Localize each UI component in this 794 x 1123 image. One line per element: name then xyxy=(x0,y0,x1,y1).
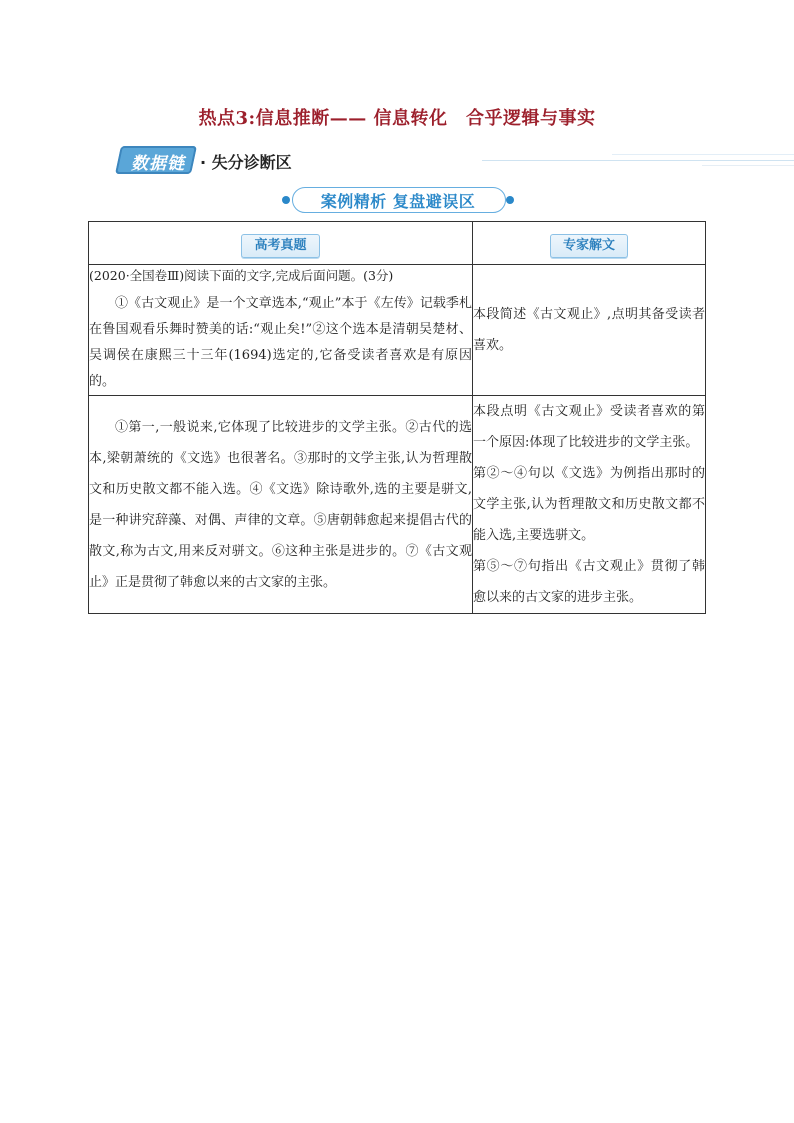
passage-paragraph-2: ①第一,一般说来,它体现了比较进步的文学主张。②古代的选本,梁朝萧统的《文选》也很著名。③那时的文学主张,认为哲理散文和历史散文都不能入选。④《文选》除诗歌外,选的主要是骈文,是一种讲究辞藻、对偶、声律的文章。⑤唐朝韩愈起来提倡古代的散文,称为古文,用来反对骈文。⑥这种主张是进步的。⑦《古文观止》正是贯彻了韩愈以来的古文家的主张。 xyxy=(89,420,472,590)
header-cell-expert xyxy=(473,222,706,265)
analysis-text-2c: 第⑤～⑦句指出《古文观止》贯彻了韩愈以来的古文家的进步主张。 xyxy=(473,559,705,605)
exam-cell-2 xyxy=(89,396,473,614)
analysis-cell-2 xyxy=(473,396,706,614)
brand-logo-text: 数据链 xyxy=(131,154,185,174)
table-row xyxy=(89,396,706,614)
decorative-lines xyxy=(482,154,794,168)
case-banner xyxy=(278,187,518,213)
dot-right-icon xyxy=(506,196,514,204)
analysis-text-2a: 本段点明《古文观止》受读者喜欢的第一个原因:体现了比较进步的文学主张。 xyxy=(473,404,705,450)
section-label: · 失分诊断区 xyxy=(200,153,292,172)
analysis-text-1: 本段简述《古文观止》,点明其备受读者喜欢。 xyxy=(473,307,705,353)
table-header-row xyxy=(89,222,706,265)
banner-text: 案例精析 复盘避误区 xyxy=(320,192,476,211)
passage-paragraph-1: ①《古文观止》是一个文章选本,“观止”本于《左传》记载季札在鲁国观看乐舞时赞美的话:“观止矣!”②这个选本是清朝吴楚材、吴调侯在康熙三十三年(1694)选定的,它备受读者喜欢是有原因的。 xyxy=(89,296,472,389)
analysis-table xyxy=(88,221,706,614)
header-tag-exam: 高考真题 xyxy=(241,234,319,258)
header-tag-expert: 专家解文 xyxy=(550,234,628,258)
source-line: (2020·全国卷Ⅲ)阅读下面的文字,完成后面问题。(3分) xyxy=(89,268,394,283)
analysis-text-2b: 第②～④句以《文选》为例指出那时的文学主张,认为哲理散文和历史散文都不能入选,主要选骈文。 xyxy=(473,466,705,543)
section-header xyxy=(118,146,794,176)
table-row xyxy=(89,265,706,396)
page-title: 热点3:信息推断—— 信息转化 合乎逻辑与事实 xyxy=(198,108,596,129)
header-cell-exam xyxy=(89,222,473,265)
dot-left-icon xyxy=(282,196,290,204)
exam-cell-1 xyxy=(89,265,473,396)
analysis-cell-1 xyxy=(473,265,706,396)
